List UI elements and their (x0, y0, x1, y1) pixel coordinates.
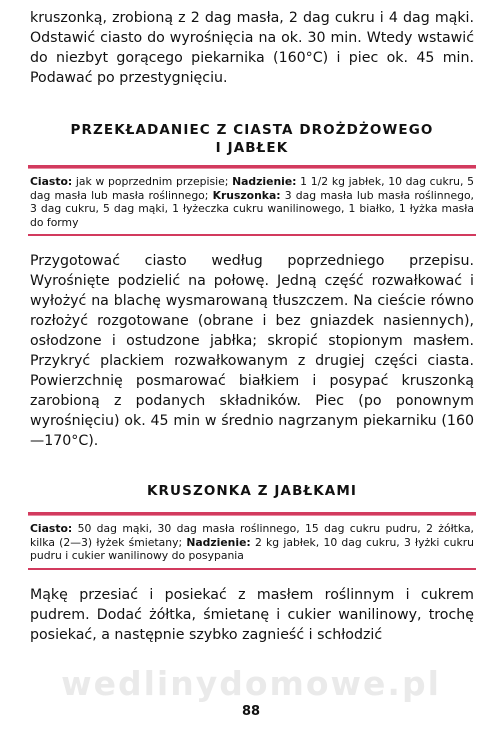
ingredients-text-ciasto-2: 50 dag mąki, 30 dag masła roślinnego, 15 dag cukru pudru, 2 żółtka, kilka (2—3) łyżek śmietany; (30, 522, 474, 549)
watermark-text: wedlinydomowe.pl (61, 664, 441, 703)
recipe-title-kruszonka: KRUSZONKA Z JABŁKAMI (147, 483, 357, 499)
recipe-heading-przekladaniec (30, 121, 474, 157)
book-page (30, 8, 474, 645)
ingredients-text-kruszonka: 3 dag masła lub masła roślinnego, 3 dag cukru, 5 dag mąki, 1 łyżeczka cukru wanilinowego, 1 białko, 1 łyżka masła do formy (30, 188, 474, 229)
ingredients-text-nadzienie: 1 1/2 kg jabłek, 10 dag cukru, 5 dag masła lub masła roślinnego; (30, 175, 474, 202)
ingredients-box-kruszonka (30, 516, 474, 568)
recipe-body-kruszonka: Mąkę przesiać i posiekać z masłem roślinnym i cukrem pudrem. Dodać żółtka, śmietanę i cukier wanilinowy, trochę posiekać, a następnie szybko zagnieść i schłodzić (30, 586, 474, 643)
recipe-body-przekladaniec: Przygotować ciasto według poprzedniego przepisu. Wyrośnięte podzielić na połowę. Jedną część rozwałkować i wyłożyć na blachę wysmarowaną tłuszczem. Na cieście równo rozłożyć rozgotowane (obrane i bez gniazdek nasiennych), osłodzone i ostudzone jabłka; skropić stopionym masłem. Przykryć plackiem rozwałkowanym z drugiej części ciasta. Powierzchnię posmarować białkiem i posypać kruszonką zarobioną z podanych składników. Piec (po ponownym wyrośnięciu) ok. 45 min w średnio nagrzanym piekarniku (160—170°C). (30, 253, 474, 449)
ingredients-label-ciasto-2: Ciasto: (30, 522, 73, 535)
ingredients-label-ciasto: Ciasto: (30, 175, 73, 188)
recipe-title-line-1: PRZEKŁADANIEC Z CIASTA DROŻDŻOWEGO (70, 122, 434, 138)
ingredients-rule-bottom-2 (28, 568, 476, 570)
ingredients-box-przekladaniec (30, 169, 474, 234)
ingredients-text-nadzienie-2: 2 kg jabłek, 10 dag cukru, 3 łyżki cukru pudru i cukier wanilinowy do posypania (30, 535, 474, 562)
ingredients-rule-bottom (28, 234, 476, 236)
ingredients-label-nadzienie-2: Nadzienie: (186, 535, 251, 549)
ingredients-label-kruszonka: Kruszonka: (212, 188, 281, 202)
page-number: 88 (241, 704, 261, 719)
recipe-title-line-2: I JABŁEK (215, 140, 289, 156)
ingredients-label-nadzienie: Nadzienie: (232, 175, 297, 188)
ingredients-text-ciasto: jak w poprzednim przepisie; (72, 175, 233, 188)
intro-paragraph: kruszonką, zrobioną z 2 dag masła, 2 dag cukru i 4 dag mąki. Odstawić ciasto do wyrośnięcia na ok. 30 min. Wtedy wstawić do niezbyt gorącego piekarnika (160°C) i piec ok. 45 min. Podawać po przestygnięciu. (30, 10, 474, 86)
